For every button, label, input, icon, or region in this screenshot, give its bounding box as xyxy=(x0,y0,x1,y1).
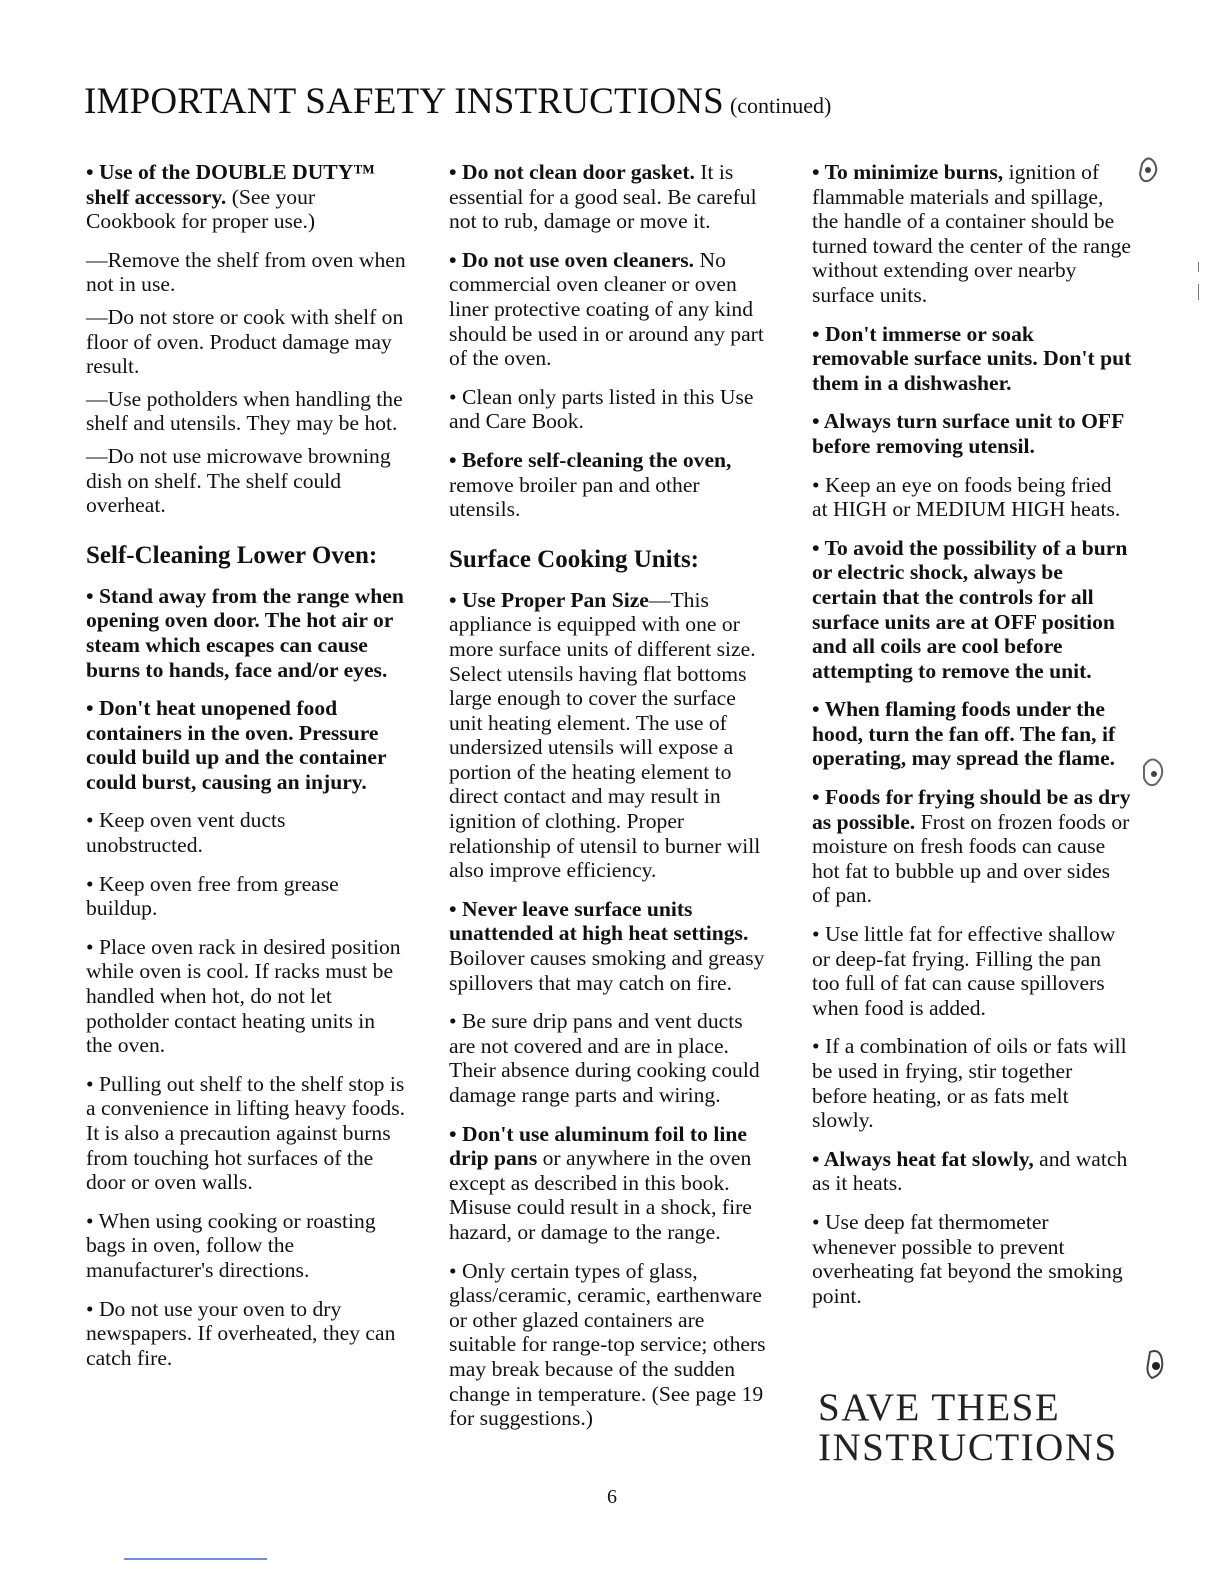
self-clean-text: remove broiler pan and other utensils. xyxy=(449,472,700,522)
bullet: • xyxy=(86,160,99,184)
cleaners-heading: Do not use oven cleaners. xyxy=(461,247,695,272)
gasket-text: It is essential for a good seal. Be careful not to rub, damage or move it. xyxy=(449,160,757,234)
save-instructions xyxy=(818,1388,1118,1468)
section-heading-surface-units: Surface Cooking Units: xyxy=(449,545,700,573)
unattended-item xyxy=(449,897,769,995)
cleaners-text: No commercial oven cleaner or oven liner protective coating of any kind should be used in or around any part of the oven. xyxy=(449,247,764,371)
bold-item xyxy=(86,696,406,794)
burns-heading: To minimize burns, xyxy=(824,160,1004,184)
unattended-text: Boilover causes smoking and greasy spillovers that may catch on fire. xyxy=(449,946,765,995)
list-item: • Do not use your oven to dry newspapers. If overheated, they can catch fire. xyxy=(86,1296,396,1370)
continued-label: (continued) xyxy=(729,93,832,118)
footer-line xyxy=(124,1558,267,1560)
foil-heading: Don't use aluminum foil to line drip pans xyxy=(449,1121,747,1171)
column-1 xyxy=(86,160,406,1384)
save-line-2: INSTRUCTIONS xyxy=(818,1426,1118,1469)
foil-item xyxy=(449,1122,769,1245)
pan-size-heading: Use Proper Pan Size xyxy=(461,587,649,612)
bold-item-text: • Always turn surface unit to OFF before removing utensil. xyxy=(812,409,1124,458)
frying-text: Frost on frozen foods or moisture on fresh foods can cause hot fat to bubble up and over sides of pan. xyxy=(812,809,1130,908)
dash-item: —Use potholders when handling the shelf and utensils. They may be hot. xyxy=(86,386,403,436)
double-duty-item xyxy=(86,160,406,234)
list-item: • Keep an eye on foods being fried at HIGH or MEDIUM HIGH heats. xyxy=(812,472,1121,522)
bold-item-text: • Stand away from the range when opening oven door. The hot air or steam which escapes can cause burns to hands, face and/or eyes. xyxy=(86,583,404,682)
dash-item: —Remove the shelf from oven when not in use. xyxy=(86,247,406,297)
bullet: • xyxy=(449,896,462,921)
gasket-heading: Do not clean door gasket. xyxy=(461,160,695,184)
heat-slowly-item xyxy=(812,1147,1132,1196)
bullet: • xyxy=(449,587,462,612)
scan-speck-icon xyxy=(1138,752,1168,796)
double-duty-text: (See your Cookbook for proper use.) xyxy=(86,184,316,234)
bold-item-text: • To avoid the possibility of a burn or electric shock, always be certain that the controls for all surface units are at OFF position and all coils are cool before attempting to remove the unit. xyxy=(812,535,1128,683)
save-line-1: SAVE THESE xyxy=(818,1386,1061,1429)
bullet: • xyxy=(812,785,825,810)
list-item: • Place oven rack in desired position while oven is cool. If racks must be handled when hot, do not let potholder contact heating units in the oven. xyxy=(86,934,401,1058)
page-number: 6 xyxy=(607,1486,617,1508)
bold-item-text: • When flaming foods under the hood, turn the fan off. The fan, if operating, may spread the flame. xyxy=(812,697,1116,771)
dash-item: —Do not store or cook with shelf on floor of oven. Product damage may result. xyxy=(86,304,404,379)
burns-text: ignition of flammable materials and spillage, the handle of a container should be turned toward the center of the range without extending over nearby surface units. xyxy=(812,160,1131,307)
self-clean-heading: Before self-cleaning the oven, xyxy=(461,447,732,472)
bullet: • xyxy=(449,1121,462,1146)
list-item: • If a combination of oils or fats will be used in frying, stir together before heating, or as fats melt slowly. xyxy=(812,1034,1127,1133)
bold-item-text: • Don't immerse or soak removable surface units. Don't put them in a dishwasher. xyxy=(812,321,1132,395)
list-item: • Be sure drip pans and vent ducts are not covered and are in place. Their absence during cooking could damage range parts and wiring. xyxy=(449,1009,760,1107)
bullet: • xyxy=(449,247,462,272)
column-3 xyxy=(812,160,1132,1322)
foil-text: or anywhere in the oven except as described in this book. Misuse could result in a shock, fire hazard, or damage to the range. xyxy=(449,1146,752,1244)
self-clean-item xyxy=(449,448,769,522)
scan-speck-icon xyxy=(1134,150,1162,194)
list-item: • Keep oven vent ducts unobstructed. xyxy=(86,808,286,858)
frying-heading: Foods for frying should be as dry as possible. xyxy=(812,785,1131,834)
double-duty-heading: Use of the DOUBLE DUTY™ shelf accessory. xyxy=(86,160,375,209)
bold-item xyxy=(812,697,1132,771)
section-heading-self-cleaning: Self-Cleaning Lower Oven: xyxy=(86,541,378,569)
list-item: • Pulling out shelf to the shelf stop is a convenience in lifting heavy foods. It is also a precaution against burns from touching hot surfaces of the door or oven walls. xyxy=(86,1071,406,1195)
edge-mark xyxy=(1198,284,1199,300)
bold-item xyxy=(812,536,1132,684)
unattended-heading: Never leave surface units unattended at high heat settings. xyxy=(449,896,749,946)
list-item: • Use little fat for effective shallow or deep-fat frying. Filling the pan too full of fat can cause spillovers when food is added. xyxy=(812,922,1116,1020)
frying-item xyxy=(812,785,1132,908)
burns-item xyxy=(812,160,1132,308)
pan-size-item xyxy=(449,588,769,883)
bullet: • xyxy=(449,447,462,472)
dash-item: —Do not use microwave browning dish on shelf. The shelf could overheat. xyxy=(86,443,391,518)
page-header xyxy=(84,80,831,123)
list-item: • Only certain types of glass, glass/ceramic, ceramic, earthenware or other glazed containers are suitable for range-top service; others may break because of the sudden change in temperature. (See page 19 for suggestions.) xyxy=(449,1258,766,1431)
column-2 xyxy=(449,160,769,1445)
scan-speck-icon xyxy=(1140,1344,1170,1388)
bold-item-text: • Don't heat unopened food containers in the oven. Pressure could build up and the container could burst, causing an injury. xyxy=(86,696,387,794)
bold-item xyxy=(86,584,406,682)
list-item: • Keep oven free from grease buildup. xyxy=(86,871,339,921)
bold-item xyxy=(812,322,1132,396)
list-item: • Clean only parts listed in this Use and Care Book. xyxy=(449,384,754,434)
bullet: • xyxy=(812,160,825,184)
list-item: • Use deep fat thermometer whenever possible to prevent overheating fat beyond the smoking point. xyxy=(812,1209,1123,1308)
page-title: IMPORTANT SAFETY INSTRUCTIONS xyxy=(84,81,724,122)
list-item: • When using cooking or roasting bags in oven, follow the manufacturer's directions. xyxy=(86,1208,376,1282)
bullet: • xyxy=(449,160,462,184)
bullet: • xyxy=(812,1146,824,1171)
cleaners-item xyxy=(449,248,769,371)
bold-item xyxy=(812,409,1132,458)
gasket-item xyxy=(449,160,769,234)
heat-slowly-heading: Always heat fat slowly, xyxy=(823,1146,1034,1171)
pan-size-text: —This appliance is equipped with one or more surface units of different size. Select utensils having flat bottoms large enough to cover the surface unit heating element. The use of undersized utensils will expose a portion of the heating element to direct contact and may result in ignition of clothing. Proper relationship of utensil to burner will also improve efficiency. xyxy=(449,587,761,883)
heat-slowly-text: and watch as it heats. xyxy=(812,1146,1128,1196)
edge-mark xyxy=(1198,262,1199,272)
